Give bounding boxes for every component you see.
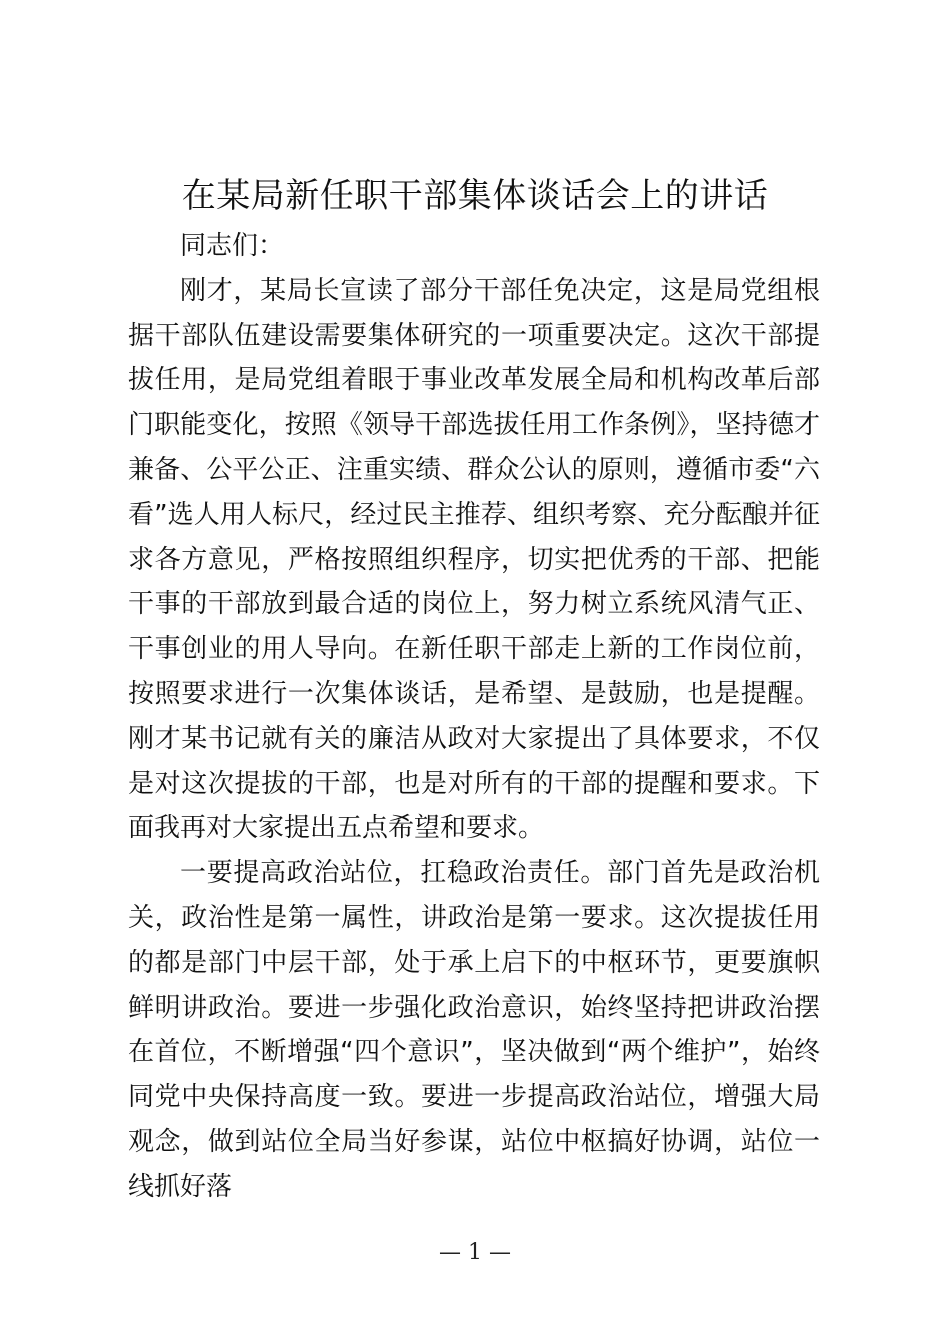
salutation: 同志们：: [180, 231, 285, 261]
paragraph-point-one: 一要提高政治站位，扛稳政治责任。部门首先是政治机关，政治性是第一属性，讲政治是第一要求。这次提拔任用的都是部门中层干部，处于承上启下的中枢环节，更要旗帜鲜明讲政治。要进一步强化政治意识，始终坚持把讲政治摆在首位，不断增强“四个意识”，坚决做到“两个维护”，始终同党中央保持高度一致。要进一步提高政治站位，增强大局观念，做到站位全局当好参谋，站位中枢搞好协调，站位一线抓好落: [128, 858, 820, 1202]
document-body: [128, 224, 820, 1210]
document-title: 在某局新任职干部集体谈话会上的讲话: [181, 176, 769, 216]
paragraph-opening: 刚才，某局长宣读了部分干部任免决定，这是局党组根据干部队伍建设需要集体研究的一项重要决定。这次干部提拔任用，是局党组着眼于事业改革发展全局和机构改革后部门职能变化，按照《领导干部选拔任用工作条例》，坚持德才兼备、公平公正、注重实绩、群众公认的原则，遵循市委“六看”选人用人标尺，经过民主推荐、组织考察、充分酝酿并征求各方意见，严格按照组织程序，切实把优秀的干部、把能干事的干部放到最合适的岗位上，努力树立系统风清气正、干事创业的用人导向。在新任职干部走上新的工作岗位前，按照要求进行一次集体谈话，是希望、是鼓励，也是提醒。刚才某书记就有关的廉洁从政对大家提出了具体要求，不仅是对这次提拔的干部，也是对所有的干部的提醒和要求。下面我再对大家提出五点希望和要求。: [128, 275, 820, 844]
page-number: — 1 —: [439, 1240, 511, 1265]
